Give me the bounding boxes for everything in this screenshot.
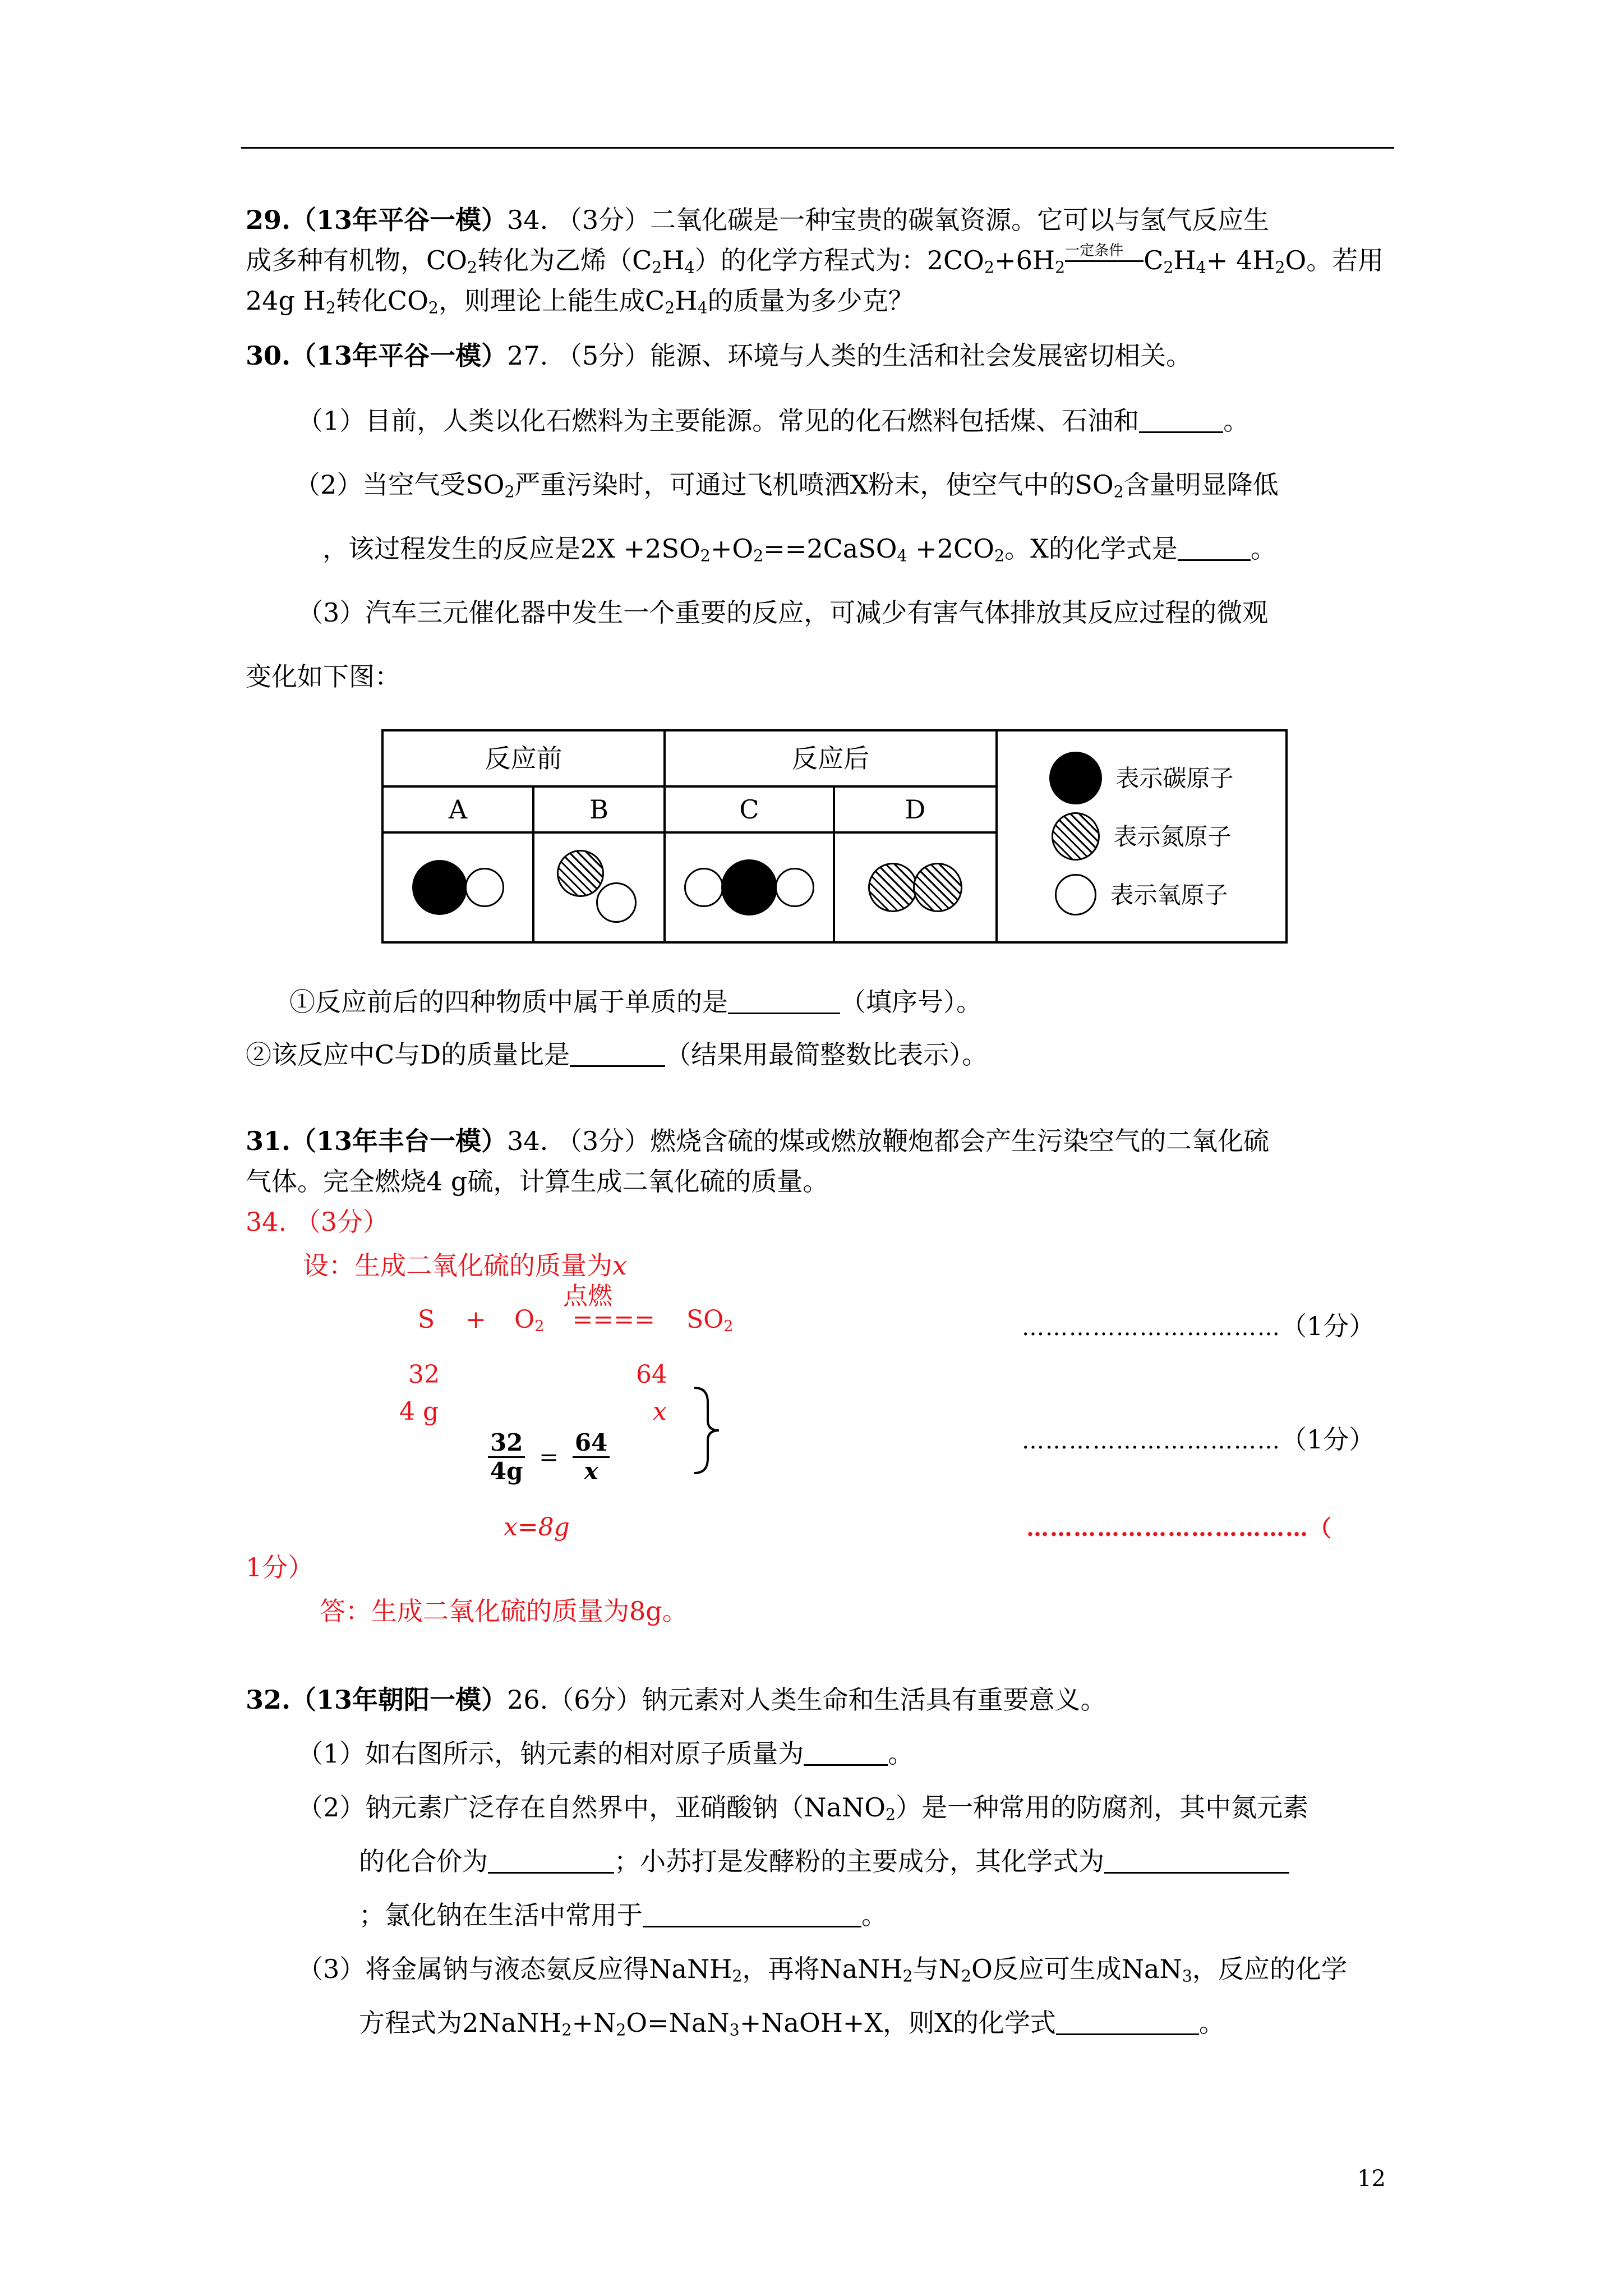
answer-blank (804, 1737, 888, 1765)
q30-subq-1: ①反应前后的四种物质中属于单质的是 （填序号）。 (289, 983, 982, 1022)
q29-number: 29.（13年平谷一模） (246, 205, 508, 235)
q32-part-2-cont2: ；氯化钠在生活中常用于 。 (359, 1896, 887, 1935)
q30-line-1: 30.（13年平谷一模）27. （5分）能源、环境与人类的生活和社会发展密切相关。 (246, 341, 1192, 371)
score-line-2: ……………………………（1分） (1022, 1424, 1375, 1455)
ignition-condition: 点燃 (563, 1282, 612, 1310)
reaction-equation: $S + O_2$ ==== $SO_2$ (418, 1305, 734, 1335)
molar-mass-so2: 64 (636, 1360, 667, 1389)
nitrogen-atom-icon (1052, 812, 1100, 861)
q30-part-3-cont: 变化如下图： (246, 661, 400, 692)
q32-part-1: （1）如右图所示，钠元素的相对原子质量为 。 (297, 1734, 914, 1773)
carbon-atom-icon (721, 859, 777, 915)
answer-blank (643, 1898, 861, 1927)
answer-blank (1178, 532, 1251, 560)
score-line-3-tail: 1分） (246, 1552, 314, 1582)
molecule-d (834, 832, 997, 942)
page-number: 12 (1357, 2166, 1386, 2192)
q30-subq-2: ②该反应中C与D的质量比是 （结果用最简整数比表示）。 (246, 1036, 988, 1074)
oxygen-atom-icon (465, 868, 504, 907)
score-line-3: ………………………………（ (1026, 1515, 1332, 1542)
molecule-c (665, 832, 834, 942)
header-rule (241, 147, 1394, 149)
unknown-mass: x (653, 1397, 667, 1426)
q29-line-2: 成多种有机物，$CO_2$转化为乙烯$(C_2H_4)$的化学方程式为：$2CO_2+6H_2$ 一定条件 $C_2H_4+ 4H_2O$。若用 (246, 242, 1384, 277)
q31-assumption: 设：生成二氧化硫的质量为x (303, 1250, 627, 1281)
q32-part-3-cont: 方程式为$2NaNH_2+N_2O=NaN_3+NaOH+X$，则X的化学式 。 (359, 2004, 1225, 2042)
q31-line-2: 气体。完全燃烧4 g硫，计算生成二氧化硫的质量。 (246, 1166, 829, 1197)
col-b-label: B (533, 786, 665, 832)
q30-part-2: （2）当空气受$SO_2$严重污染时，可通过飞机喷洒X粉末，使空气中的$SO_2$含量明显降低 (294, 470, 1279, 501)
carbon-atom-icon (1049, 752, 1102, 804)
score-line-1: ……………………………（1分） (1022, 1311, 1375, 1341)
oxygen-atom-icon (1055, 874, 1096, 915)
proportion-fraction: $\frac{32}{4g}$ = $\frac{64}{x}$ (488, 1429, 610, 1485)
q31-answer-head: 34. （3分） (246, 1207, 389, 1237)
answer-blank (488, 1844, 614, 1873)
nitrogen-atom-icon (913, 863, 962, 912)
q32-number: 32.（13年朝阳一模） (246, 1685, 508, 1715)
q30-part-3: （3）汽车三元催化器中发生一个重要的反应，可减少有害气体排放其反应过程的微观 (297, 597, 1269, 628)
given-mass: 4 g (399, 1397, 439, 1426)
carbon-atom-icon (412, 860, 467, 915)
result: x=8g (504, 1513, 570, 1542)
legend-carbon: 表示碳原子 (998, 749, 1285, 807)
oxygen-atom-icon (775, 868, 814, 907)
q29-condition-arrow: 一定条件 (1065, 247, 1144, 269)
oxygen-atom-icon (596, 882, 637, 923)
col-c-label: C (665, 786, 834, 832)
answer-blank (1104, 1844, 1289, 1873)
answer-blank (728, 985, 840, 1014)
right-brace (691, 1386, 722, 1475)
legend-nitrogen: 表示氮原子 (998, 807, 1285, 866)
q32-part-3: （3）将金属钠与液态氨反应得NaNH$_2$，再将NaNH$_2$与$N_2O$反应可生成NaN$_3$，反应的化学 (297, 1954, 1347, 1986)
molecule-a (382, 832, 533, 942)
q29-line-3: 24g $H_2$转化$CO_2$，则理论上能生成$C_2H_4$的质量为多少克？ (246, 286, 914, 318)
nitrogen-atom-icon (557, 850, 604, 897)
legend (997, 730, 1287, 942)
answer-blank (1056, 2006, 1199, 2035)
q32-part-2-cont: 的化合价为 ；小苏打是发酵粉的主要成分，其化学式为 (359, 1842, 1289, 1881)
reaction-table (381, 729, 1288, 944)
legend-oxygen: 表示氧原子 (998, 866, 1285, 924)
q31-line-1: 31.（13年丰台一模）34. （3分）燃烧含硫的煤或燃放鞭炮都会产生污染空气的二氧化硫 (246, 1126, 1270, 1156)
molar-mass-s: 32 (408, 1360, 440, 1389)
q31-conclusion: 答：生成二氧化硫的质量为8g。 (320, 1596, 688, 1626)
oxygen-atom-icon (684, 868, 723, 907)
col-d-label: D (834, 786, 997, 832)
q30-number: 30.（13年平谷一模） (246, 341, 508, 371)
q29-line-1: 29.（13年平谷一模）34. （3分）二氧化碳是一种宝贵的碳氧资源。它可以与氢气反应生 (246, 205, 1270, 235)
molecule-b (533, 832, 665, 942)
q31-number: 31.（13年丰台一模） (246, 1126, 508, 1156)
col-a-label: A (382, 786, 533, 832)
q32-part-2: （2）钠元素广泛存在自然界中，亚硝酸钠（NaNO$_2$）是一种常用的防腐剂，其中氮元素 (297, 1792, 1309, 1824)
nitrogen-atom-icon (868, 863, 917, 912)
header-before: 反应前 (382, 730, 665, 786)
q30-part-1: （1）目前，人类以化石燃料为主要能源。常见的化石燃料包括煤、石油和 。 (297, 402, 1249, 440)
q32-line-1: 32.（13年朝阳一模）26.（6分）钠元素对人类生命和生活具有重要意义。 (246, 1685, 1106, 1715)
header-after: 反应后 (665, 730, 997, 786)
q30-part-2-cont: ，该过程发生的反应是$2X +2SO_2+O_2==2CaSO_4 +2CO_2$。X的化学式是 。 (322, 530, 1276, 568)
answer-blank (570, 1038, 665, 1066)
answer-blank (1139, 404, 1223, 432)
